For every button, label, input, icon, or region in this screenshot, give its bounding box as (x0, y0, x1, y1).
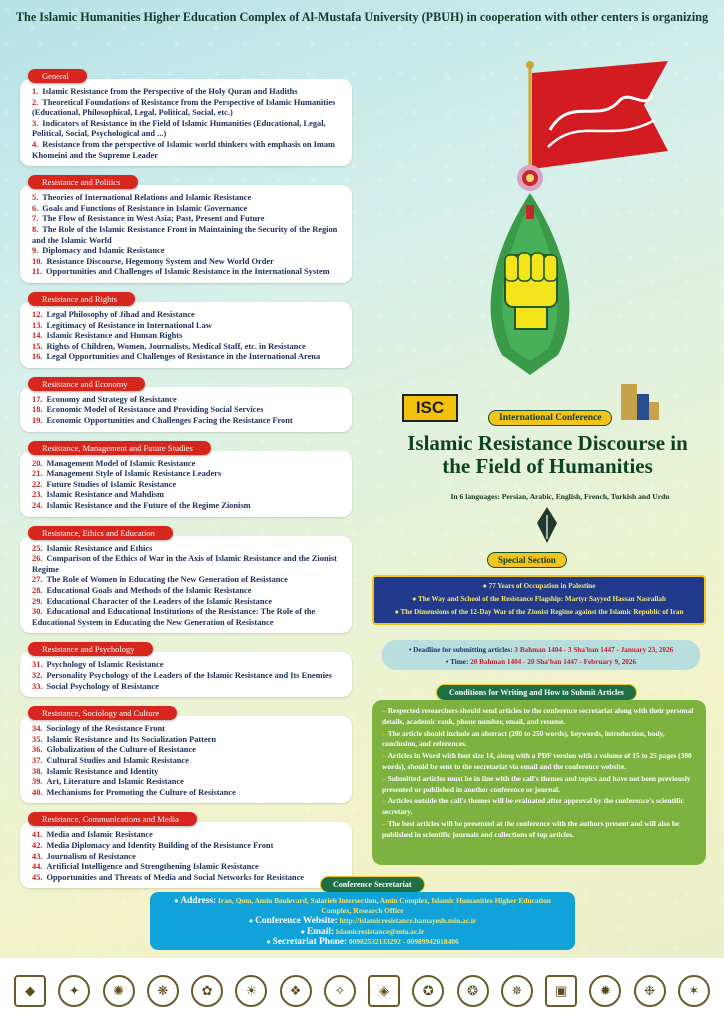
topics-column (20, 66, 352, 894)
topic-number: 45. (32, 872, 43, 882)
topic-number: 4. (32, 139, 39, 149)
topic-item (32, 98, 342, 119)
section-body (20, 387, 352, 432)
partner-logo-icon: ◆ (14, 975, 46, 1007)
topic-number: 7. (32, 214, 39, 224)
topic-text: Economic Model of Resistance and Providing Social Services (46, 405, 264, 415)
secretariat-badge: Conference Secretariat (320, 876, 425, 893)
partner-logo-icon: ✶ (678, 975, 710, 1007)
topic-item (32, 193, 342, 204)
topic-item (32, 852, 342, 863)
topic-number: 37. (32, 755, 43, 765)
topic-number: 30. (32, 607, 43, 617)
topic-text: Islamic Resistance and Identity (46, 766, 159, 776)
institution-logo-icon (613, 380, 663, 424)
topic-item (32, 310, 342, 321)
topic-number: 29. (32, 596, 43, 606)
topic-number: 20. (32, 458, 43, 468)
title-line-1: Islamic Resistance Discourse in (407, 431, 688, 455)
condition-text: The best articles will be presented at the conference with the authors present and will also be published in scientific journals and collections of top articles. (382, 818, 680, 839)
topic-number: 26. (32, 554, 43, 564)
topic-text: Legal Opportunities and Challenges of Resistance in the International Arena (46, 352, 321, 362)
topic-number: 17. (32, 394, 43, 404)
phone-line: ● Secretariat Phone: 00982532133292 - 00989942018406 (266, 936, 459, 947)
flag-illustration (430, 55, 680, 375)
topic-number: 21. (32, 469, 43, 479)
dash-icon: – (382, 796, 386, 806)
topic-item (32, 745, 342, 756)
topic-item (32, 469, 342, 480)
contact-box (150, 892, 575, 950)
topic-item (32, 87, 342, 98)
topic-section (20, 703, 352, 803)
section-body (20, 79, 352, 166)
special-section-badge: Special Section (487, 552, 567, 568)
section-title: Resistance, Sociology and Culture (28, 706, 177, 720)
topic-item (32, 660, 342, 671)
topic-number: 32. (32, 670, 43, 680)
condition-text: Articles outside the call's themes will be evaluated after approval by the conference's scientific secretary. (382, 796, 684, 817)
dash-icon: – (382, 773, 386, 783)
topic-number: 33. (32, 681, 43, 691)
partner-logo-icon: ❖ (280, 975, 312, 1007)
topic-item (32, 671, 342, 682)
topic-number: 5. (32, 193, 39, 203)
time-line: • Time: 20 Bahman 1404 - 20 Sha'ban 1447 - February 9, 2026 (445, 658, 637, 666)
topic-number: 42. (32, 840, 43, 850)
topic-text: Comparison of the Ethics of War in the Axis of Islamic Resistance and the Zionist Regime (32, 554, 337, 574)
special-item: ● The Dimensions of the 12-Day War of the Zionist Regime against the Islamic Republic of Iran (394, 608, 684, 616)
topic-text: Educational Goals and Methods of the Islamic Resistance (46, 586, 252, 595)
topic-number: 10. (32, 256, 43, 266)
flag-icon (430, 55, 680, 375)
topic-number: 19. (32, 416, 43, 426)
topic-text: Artificial Intelligence and Strengthening Islamic Resistance (46, 862, 259, 872)
topic-item (32, 554, 342, 575)
topic-text: Goals and Functions of Resistance in Islamic Governance (42, 203, 248, 213)
topic-text: Economic Opportunities and Challenges Facing the Resistance Front (46, 416, 293, 426)
topic-section (20, 639, 352, 697)
topic-text: Islamic Resistance and the Future of the Regime Zionism (46, 501, 251, 511)
topic-item (32, 756, 342, 767)
topic-item (32, 724, 342, 735)
topic-number: 25. (32, 543, 43, 553)
section-title: Resistance and Politics (28, 175, 138, 189)
topic-item (32, 575, 342, 586)
topic-number: 16. (32, 352, 43, 362)
topic-item (32, 214, 342, 225)
topic-number: 27. (32, 575, 43, 585)
partner-logo-icon: ✿ (191, 975, 223, 1007)
topic-number: 41. (32, 830, 43, 840)
topic-item (32, 416, 342, 427)
partner-logo-icon: ☀ (235, 975, 267, 1007)
address-line: ● Address: Iran, Qom, Amin Boulevard, Salarieh Intersection, Amin Complex, Islamic Humanities Higher Education Complex, Research Office (174, 896, 551, 916)
section-title: Resistance, Communications and Media (28, 812, 197, 826)
topic-number: 31. (32, 660, 43, 670)
topic-section (20, 809, 352, 888)
topic-number: 34. (32, 724, 43, 734)
topic-text: Journalism of Resistance (46, 851, 136, 861)
partner-logo-icon: ❂ (457, 975, 489, 1007)
topic-item (32, 246, 342, 257)
topic-item (32, 597, 342, 608)
topic-number: 28. (32, 586, 43, 595)
condition-text: Respected researchers should send articles to the conference secretariat along with their personal details, academic rank, phone number, email, and resume. (382, 706, 694, 726)
topic-number: 2. (32, 97, 39, 107)
topic-item (32, 586, 342, 597)
title-line-2: the Field of Humanities (442, 454, 653, 478)
topic-text: Opportunities and Threats of Media and Social Networks for Resistance (46, 872, 305, 882)
condition-item (382, 751, 696, 773)
topic-section (20, 289, 352, 368)
topic-text: Sociology of the Resistance Front (46, 724, 165, 734)
topic-item (32, 405, 342, 416)
section-body (20, 185, 352, 283)
topic-item (32, 480, 342, 491)
partner-logo-icon: ✺ (103, 975, 135, 1007)
topic-text: Educational Character of the Leaders of the Islamic Resistance (46, 596, 272, 606)
topic-number: 9. (32, 246, 39, 256)
topic-item (32, 331, 342, 342)
topic-section (20, 172, 352, 283)
topic-text: Media Diplomacy and Identity Building of the Resistance Front (46, 840, 274, 850)
partner-logo-icon: ✪ (412, 975, 444, 1007)
topic-number: 39. (32, 777, 43, 787)
topic-item (32, 841, 342, 852)
condition-text: Articles in Word with font size 14, along with a PDF version with a volume of 15 to 25 pages (300 words), should be sent to the secretariat via email and the conference website. (382, 751, 692, 771)
section-title: Resistance and Psychology (28, 642, 153, 656)
topic-text: Islamic Resistance and Human Rights (46, 331, 183, 341)
topic-number: 40. (32, 787, 43, 797)
topic-section (20, 66, 352, 166)
partner-logo-icon: ❉ (634, 975, 666, 1007)
topic-text: The Flow of Resistance in West Asia; Past, Present and Future (42, 214, 265, 224)
topic-item (32, 267, 342, 278)
topic-text: Resistance from the perspective of Islamic world thinkers with emphasis on Imam Khomeini and the Supreme Leader (32, 139, 335, 160)
partner-logos (0, 958, 724, 1024)
topic-item (32, 352, 342, 363)
topic-item (32, 490, 342, 501)
topic-text: Educational and Educational Institutions of the Resistance: The Role of the Educational System in Educating the New Generation of Resistance (32, 607, 316, 627)
topic-section (20, 438, 352, 517)
international-conference-badge: International Conference (488, 410, 612, 426)
dash-icon: – (382, 706, 386, 715)
topic-text: Mechanisms for Promoting the Culture of Resistance (46, 787, 236, 797)
topic-text: Management Model of Islamic Resistance (46, 458, 196, 468)
partner-logo-icon: ✹ (589, 975, 621, 1007)
topic-text: Theoretical Foundations of Resistance from the Perspective of Islamic Humanities (Educational, Philosophical, Legal, Political, Social, etc.) (32, 97, 336, 118)
conditions-badge: Conditions for Writing and How to Submit Articles (436, 684, 637, 701)
topic-text: Cultural Studies and Islamic Resistance (46, 755, 189, 765)
partner-logo-icon: ✧ (324, 975, 356, 1007)
condition-text: The article should include an abstract (200 to 250 words), keywords, introduction, body, conclusion, and references. (382, 728, 665, 749)
topic-number: 14. (32, 331, 43, 341)
topic-text: Rights of Children, Women, Journalists, Medical Staff, etc. in Resistance (46, 341, 306, 351)
pen-nib-icon (535, 505, 559, 545)
topic-number: 11. (32, 267, 43, 277)
deadline-line: • Deadline for submitting articles: 3 Bahman 1404 - 3 Sha'ban 1447 - January 23, 2026 (408, 646, 674, 654)
topic-item (32, 395, 342, 406)
condition-text: Submitted articles must be in line with the call's themes and topics and have not been previously presented or published in another conference or journal. (382, 773, 691, 794)
topic-text: Islamic Resistance from the Perspective of the Holy Quran and Hadiths (42, 87, 298, 96)
topic-text: Islamic Resistance and Mahdism (46, 490, 164, 500)
languages-line: In 6 languages: Persian, Arabic, English, French, Turkish and Urdu (450, 492, 670, 501)
partner-logo-icon: ✦ (58, 975, 90, 1007)
topic-number: 12. (32, 309, 43, 319)
page-header: The Islamic Humanities Higher Education Complex of Al-Mustafa University (PBUH) in cooperation with other centers is organizing (15, 10, 709, 24)
topic-number: 23. (32, 490, 43, 500)
dash-icon: – (382, 818, 386, 828)
topic-item (32, 767, 342, 778)
section-title: Resistance and Economy (28, 377, 145, 391)
section-body (20, 536, 352, 634)
dash-icon: – (382, 751, 386, 761)
topic-text: Art, Literature and Islamic Resistance (46, 777, 184, 787)
topic-text: Economy and Strategy of Resistance (46, 394, 177, 404)
topic-number: 1. (32, 87, 39, 96)
topic-text: Globalization of the Culture of Resistance (46, 745, 196, 755)
topic-number: 44. (32, 862, 43, 872)
condition-item (382, 819, 696, 841)
website-link[interactable]: http://islamicresistance.hamayesh.miu.ac.ir (339, 916, 477, 926)
topic-number: 6. (32, 203, 39, 213)
topic-text: Management Style of Islamic Resistance Leaders (46, 469, 222, 479)
topic-text: The Role of the Islamic Resistance Front in Maintaining the Security of the Region and the Islamic World (32, 224, 338, 245)
topic-text: The Role of Women in Educating the New Generation of Resistance (46, 575, 288, 585)
partner-logo-icon: ✵ (501, 975, 533, 1007)
deadline-box (382, 640, 700, 670)
topic-item (32, 501, 342, 512)
special-section-box (372, 575, 706, 625)
topic-text: Diplomacy and Islamic Resistance (42, 246, 165, 256)
topic-text: Resistance Discourse, Hegemony System and New World Order (46, 256, 274, 266)
partner-logo-icon: ❋ (147, 975, 179, 1007)
condition-item (382, 774, 696, 796)
topic-text: Media and Islamic Resistance (46, 830, 153, 840)
website-line: ● Conference Website: http://islamicresistance.hamayesh.miu.ac.ir (248, 916, 477, 927)
topic-item (32, 862, 342, 873)
conference-title (390, 432, 705, 478)
topic-text: Psychology of Islamic Resistance (46, 660, 164, 670)
topic-text: Islamic Resistance and Its Socialization Pattern (46, 734, 217, 744)
email-link[interactable]: islamicresistance@miu.ac.ir (335, 926, 425, 936)
section-title: General (28, 69, 87, 83)
topic-number: 36. (32, 745, 43, 755)
partner-logo-icon: ◈ (368, 975, 400, 1007)
topic-number: 15. (32, 341, 43, 351)
topic-item (32, 544, 342, 555)
topic-section (20, 374, 352, 432)
topic-text: Personality Psychology of the Leaders of the Islamic Resistance and Its Enemies (46, 670, 332, 680)
section-title: Resistance, Management and Future Studies (28, 441, 211, 455)
condition-item (382, 706, 696, 728)
topic-text: Future Studies of Islamic Resistance (46, 479, 177, 489)
condition-item (382, 729, 696, 751)
topic-number: 43. (32, 851, 43, 861)
topic-number: 22. (32, 479, 43, 489)
topic-number: 13. (32, 320, 43, 330)
topic-text: Indicators of Resistance in the Field of Islamic Humanities (Educational, Legal, Political, Social, Psychological and ...) (32, 118, 326, 139)
condition-item (382, 796, 696, 818)
topic-item (32, 204, 342, 215)
topic-item (32, 119, 342, 140)
section-title: Resistance, Ethics and Education (28, 526, 173, 540)
topic-number: 35. (32, 734, 43, 744)
special-item: ● The Way and School of the Resistance Flagship: Martyr Sayyed Hassan Nasrallah (412, 595, 666, 603)
section-body (20, 716, 352, 803)
topic-text: Legal Philosophy of Jihad and Resistance (46, 309, 195, 319)
topic-item (32, 140, 342, 161)
topic-text: Social Psychology of Resistance (46, 681, 159, 691)
topic-number: 38. (32, 766, 43, 776)
topic-item (32, 342, 342, 353)
conditions-box (372, 700, 706, 865)
dash-icon: – (382, 728, 386, 738)
isc-logo: ISC (402, 394, 458, 422)
topic-item (32, 830, 342, 841)
section-body (20, 652, 352, 697)
section-body (20, 451, 352, 517)
topic-item (32, 873, 342, 884)
topic-number: 3. (32, 118, 39, 128)
topic-number: 18. (32, 405, 43, 415)
topic-section (20, 523, 352, 634)
topic-item (32, 788, 342, 799)
topic-number: 24. (32, 501, 43, 511)
section-title: Resistance and Rights (28, 292, 135, 306)
topic-item (32, 777, 342, 788)
topic-number: 8. (32, 224, 39, 234)
special-item: ● 77 Years of Occupation in Palestine (482, 582, 596, 590)
topic-text: Theories of International Relations and Islamic Resistance (42, 193, 252, 203)
topic-text: Islamic Resistance and Ethics (46, 543, 153, 553)
topic-item (32, 607, 342, 628)
topic-item (32, 257, 342, 268)
topic-item (32, 682, 342, 693)
topic-item (32, 735, 342, 746)
topic-item (32, 225, 342, 246)
email-line: ● Email: islamicresistance@miu.ac.ir (300, 926, 425, 937)
section-body (20, 302, 352, 368)
topic-text: Opportunities and Challenges of Islamic Resistance in the International System (46, 267, 330, 277)
topic-text: Legitimacy of Resistance in International Law (46, 320, 212, 330)
emblem-icon (517, 165, 543, 191)
section-body (20, 822, 352, 888)
topic-item (32, 459, 342, 470)
partner-logo-icon: ▣ (545, 975, 577, 1007)
topic-item (32, 321, 342, 332)
